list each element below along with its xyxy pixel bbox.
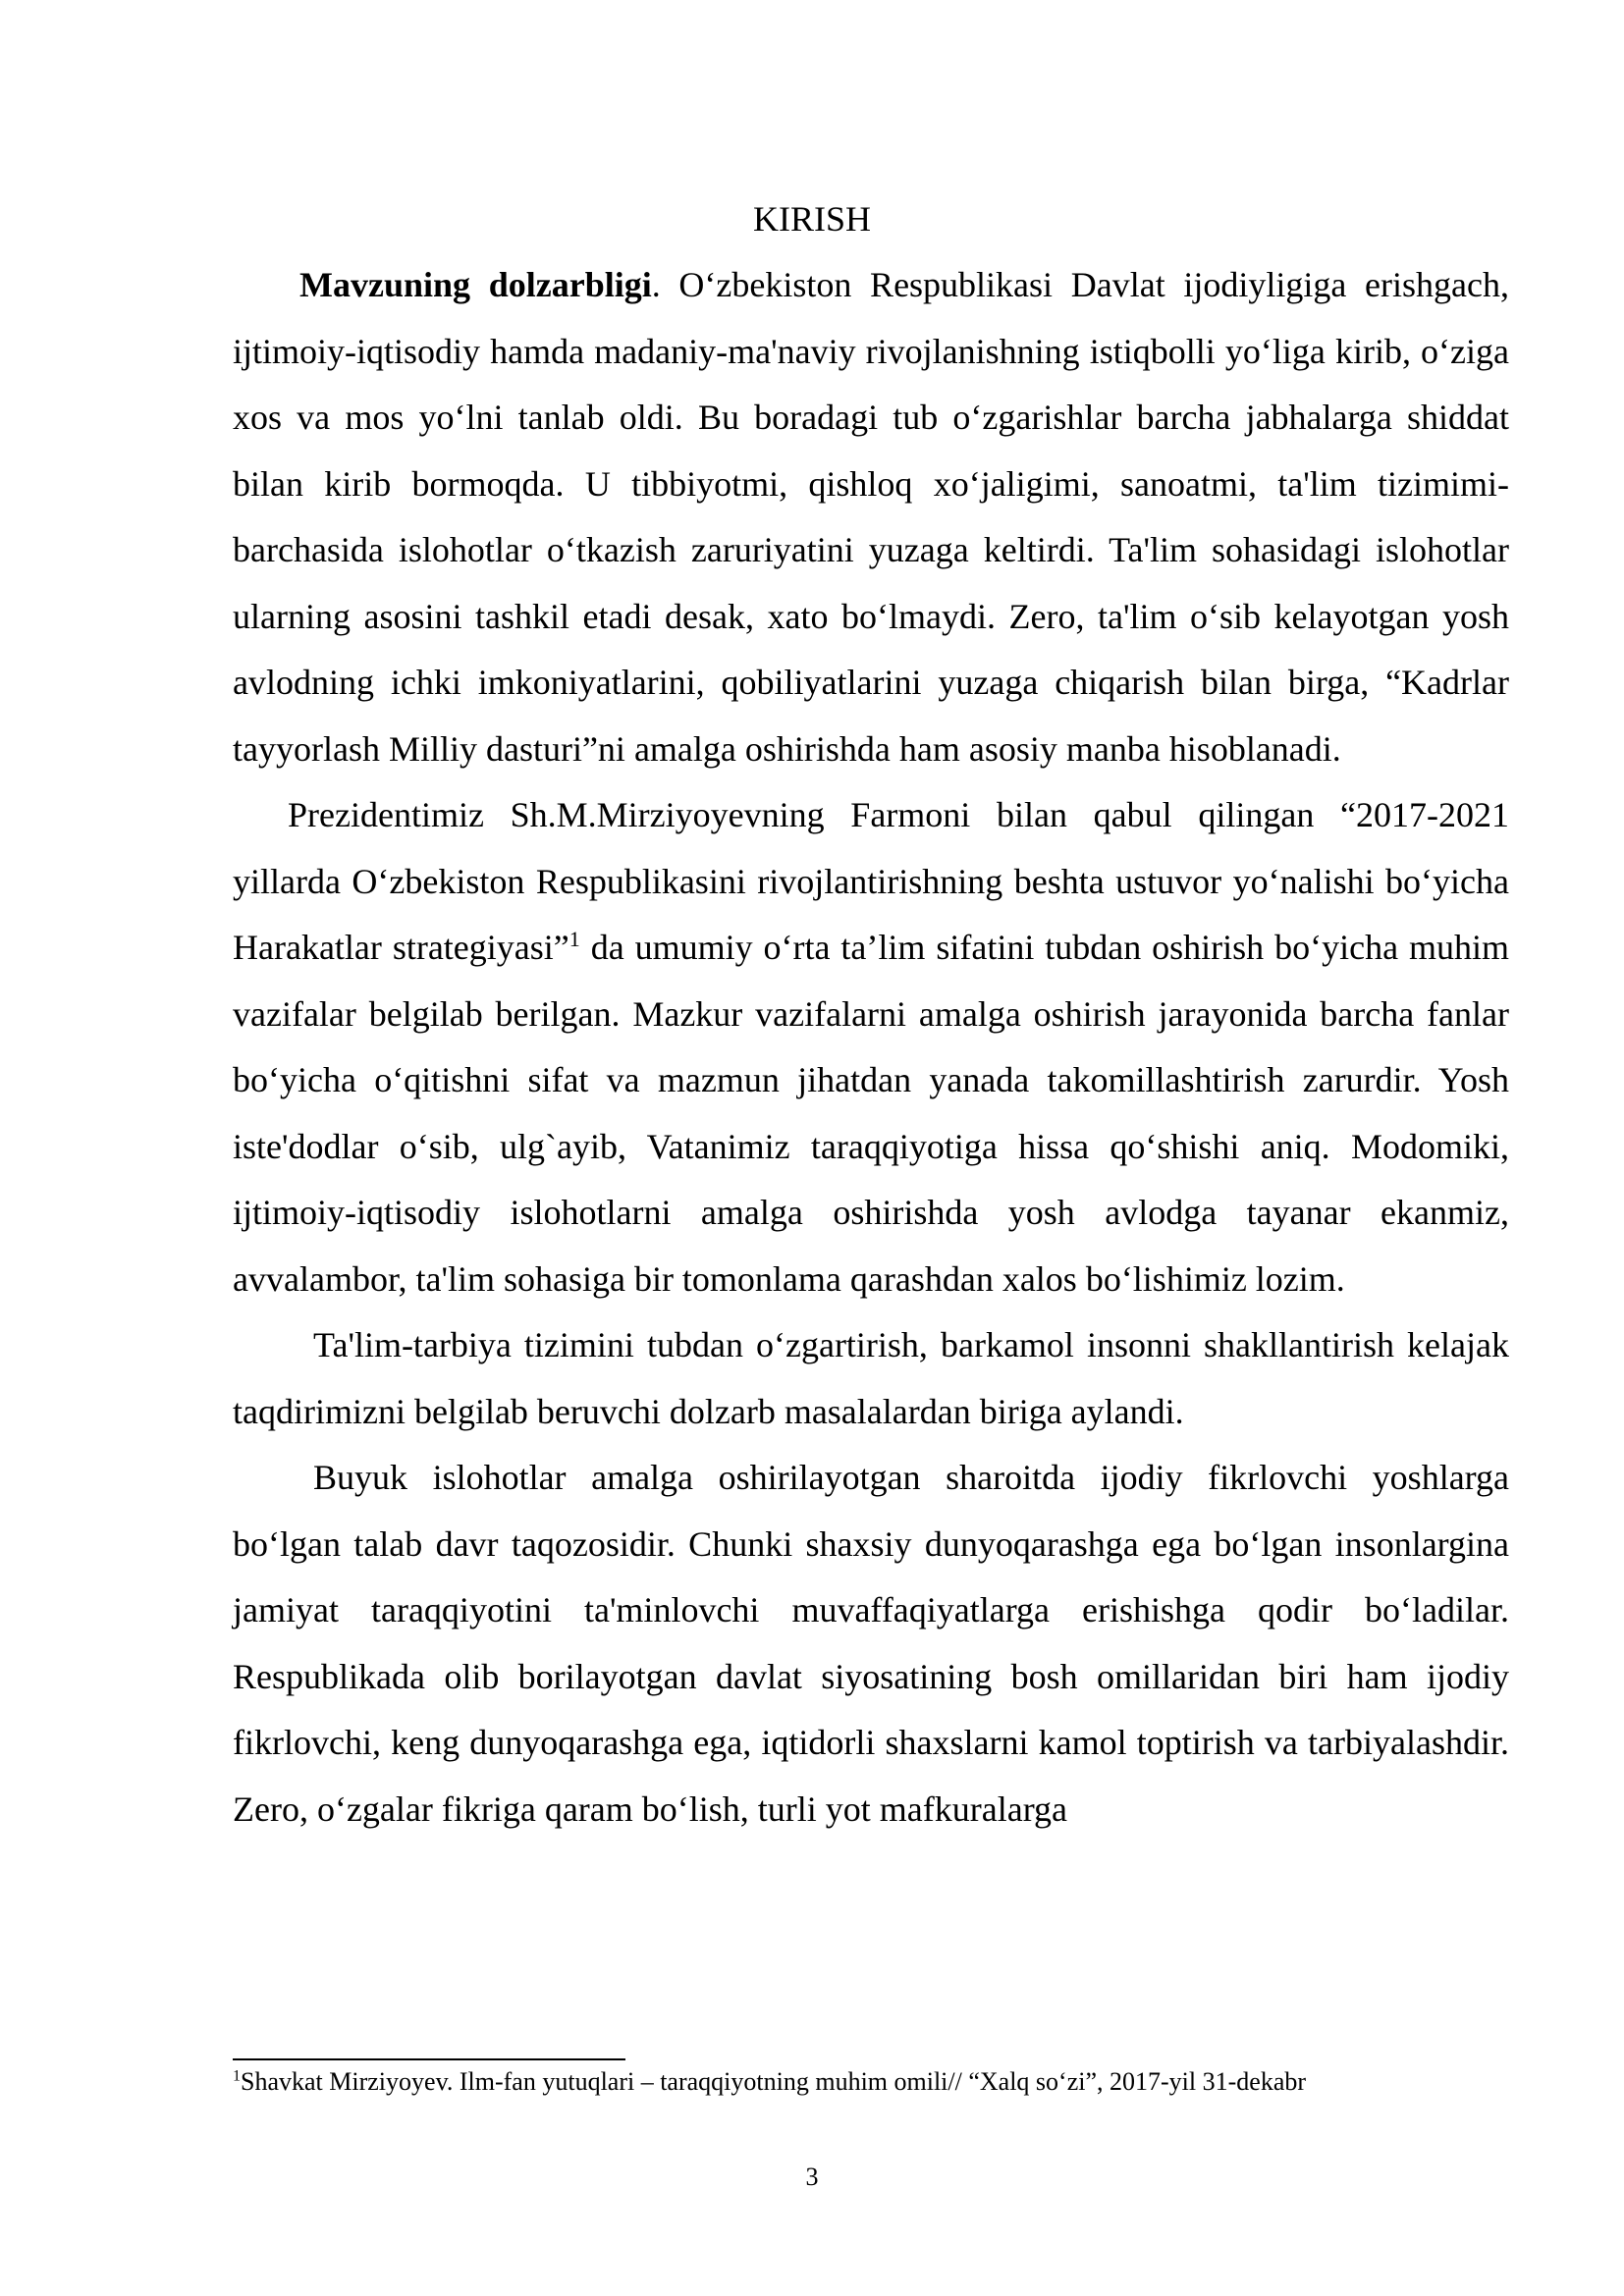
page-title: KIRISH bbox=[752, 199, 871, 239]
relevance-lead: Mavzuning dolzarbligi bbox=[299, 265, 652, 304]
paragraph-creative-youth: Buyuk islohotlar amalga oshirilayotgan sharoitda ijodiy fikrlovchi yoshlarga bo‘lgan talab davr taqozosidir. Chunki shaxsiy dunyoqarashga ega bo‘lgan insonlargina jamiyat taraqqiyotini ta'minlovchi muvaffaqiyatlarga erishishga qodir bo‘ladilar. Respublikada olib borilayotgan davlat siyosatining bosh omillaridan biri ham ijodiy fikrlovchi, keng dunyoqarashga ega, iqtidorli shaxslarni kamol toptirish va tarbiyalashdir. Zero, o‘zgalar fikriga qaram bo‘lish, turli yot mafkuralarga bbox=[233, 1458, 1509, 1829]
paragraph-relevance bbox=[233, 252, 1509, 782]
footnote-text: Shavkat Mirziyoyev. Ilm-fan yutuqlari – taraqqiyotning muhim omili// “Xalq so‘zi”, 2017-yil 31-dekabr bbox=[241, 2067, 1307, 2096]
paragraph-text: Prezidentimiz Sh.M.Mirziyoyevning Farmoni bilan qabul qilingan “2017-2021 yillarda O‘zbekiston Respublikasini rivojlantirishning beshta ustuvor yo‘nalishi bo‘yicha Harakatlar strategiyasi” bbox=[233, 795, 1509, 967]
body-text bbox=[233, 252, 1509, 1842]
footnote bbox=[233, 2064, 1509, 2100]
footnote-reference[interactable]: 1 bbox=[568, 927, 580, 951]
paragraph-text: . O‘zbekiston Respublikasi Davlat ijodiyligiga erishgach, ijtimoiy-iqtisodiy hamda madaniy-ma'naviy rivojlanishning istiqbolli yo‘liga kirib, o‘ziga xos va mos yo‘lni tanlab oldi. Bu boradagi tub o‘zgarishlar barcha jabhalarga shiddat bilan kirib bormoqda. U tibbiyotmi, qishloq xo‘jaligimi, sanoatmi, ta'lim tizimimi-barchasida islohotlar o‘tkazish zaruriyatini yuzaga keltirdi. Ta'lim sohasidagi islohotlar ularning asosini tashkil etadi desak, xato bo‘lmaydi. Zero, ta'lim o‘sib kelayotgan yosh avlodning ichki imkoniyatlarini, qobiliyatlarini yuzaga chiqarish bilan birga, “Kadrlar tayyorlash Milliy dasturi”ni amalga oshirishda ham asosiy manba hisoblanadi. bbox=[233, 265, 1509, 769]
footnote-marker: 1 bbox=[233, 2067, 241, 2085]
paragraph-education-reform: Ta'lim-tarbiya tizimini tubdan o‘zgartirish, barkamol insonni shakllantirish kelajak taqdirimizni belgilab beruvchi dolzarb masalalardan biriga aylandi. bbox=[233, 1325, 1509, 1431]
paragraph-strategy bbox=[233, 782, 1509, 1312]
paragraph-text: da umumiy o‘rta ta’lim sifatini tubdan oshirish bo‘yicha muhim vazifalar belgilab berilgan. Mazkur vazifalarni amalga oshirish jarayonida barcha fanlar bo‘yicha o‘qitishni sifat va mazmun jihatdan yanada takomillashtirish zarurdir. Yosh iste'dodlar o‘sib, ulg`ayib, Vatanimiz taraqqiyotiga hissa qo‘shishi aniq. Modomiki, ijtimoiy-iqtisodiy islohotlarni amalga oshirishda yosh avlodga tayanar ekanmiz, avvalambor, ta'lim sohasiga bir tomonlama qarashdan xalos bo‘lishimiz lozim. bbox=[233, 928, 1509, 1299]
footnote-separator bbox=[233, 2058, 625, 2060]
page-number: 3 bbox=[805, 2163, 819, 2191]
